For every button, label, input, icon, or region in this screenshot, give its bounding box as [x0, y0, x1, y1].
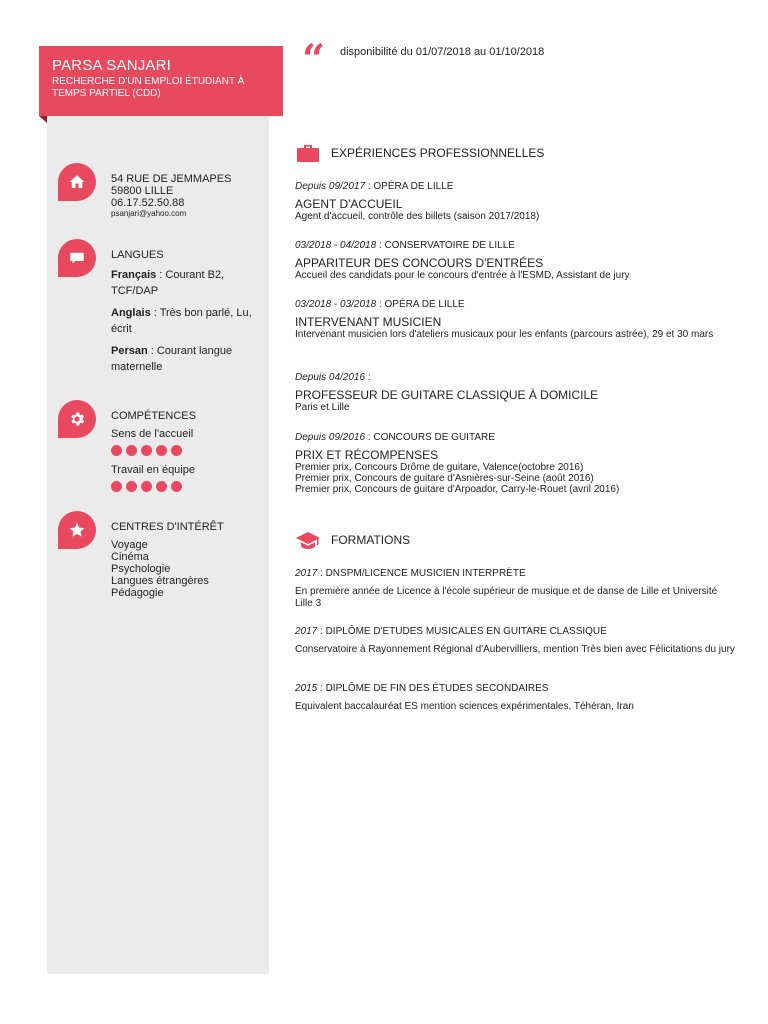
graduation-cap-icon — [295, 530, 321, 550]
entry-organization: : OPÉRA DE LILLE — [365, 181, 454, 192]
rating-dot — [141, 481, 152, 492]
entry-title: : DNSPM/LICENCE MUSICIEN INTERPRÈTE — [317, 568, 526, 579]
rating-dot — [126, 481, 137, 492]
interest-item: Voyage — [111, 539, 148, 551]
skills-heading: COMPÉTENCES — [111, 410, 196, 422]
entry-title: PRIX ET RÉCOMPENSES — [295, 448, 439, 462]
candidate-name: PARSA SANJARI — [52, 57, 172, 74]
rating-dot — [171, 481, 182, 492]
entry-description: Conservatoire à Rayonnement Régional d'Aubervilliers, mention Très bien avec Félicitations du jury — [295, 644, 735, 655]
interest-item: Psychologie — [111, 563, 171, 575]
entry-date: 03/2018 - 04/2018 — [295, 240, 377, 251]
rating-dot — [111, 445, 122, 456]
entry-description: Equivalent baccalauréat ES mention sciences expérimentales, Téhéran, Iran — [295, 701, 634, 712]
education-entry — [295, 568, 735, 610]
education-entry — [295, 626, 735, 656]
quote-mark-icon: “ — [302, 36, 326, 83]
language-level: : Courant langue maternelle — [111, 345, 233, 373]
skill-rating — [111, 445, 261, 456]
interests-heading: CENTRES D'INTÉRÊT — [111, 521, 224, 533]
experience-entry — [295, 372, 735, 413]
entry-organization: : CONCOURS DE GUITARE — [365, 432, 495, 443]
interest-item: Cinéma — [111, 551, 149, 563]
language-item — [111, 267, 261, 299]
entry-year: 2017 — [295, 626, 318, 637]
language-level: : Courant B2, TCF/DAP — [111, 269, 225, 297]
banner-fold — [39, 116, 47, 123]
home-icon — [58, 163, 96, 201]
experience-entry — [295, 181, 735, 222]
skill-rating — [111, 481, 261, 492]
entry-title: AGENT D'ACCUEIL — [295, 197, 403, 211]
address-line-2: 59800 LILLE — [111, 185, 174, 197]
language-name: Persan — [111, 345, 148, 357]
rating-dot — [141, 445, 152, 456]
gear-icon — [58, 400, 96, 438]
education-entry — [295, 683, 735, 713]
interest-item: Pédagogie — [111, 587, 164, 599]
education-section-title — [295, 530, 410, 550]
entry-description: Premier prix, Concours de guitare d'Asnières-sur-Seine (août 2016) — [295, 473, 594, 484]
rating-dot — [126, 445, 137, 456]
entry-description: Paris et Lille — [295, 402, 350, 413]
entry-title: : DIPLÔME D'ETUDES MUSICALES EN GUITARE CLASSIQUE — [317, 626, 607, 637]
experience-heading: EXPÉRIENCES PROFESSIONNELLES — [331, 146, 545, 160]
language-item — [111, 343, 261, 375]
language-name: Français — [111, 269, 157, 281]
name-banner — [39, 46, 283, 116]
experience-entry — [295, 240, 735, 281]
entry-year: 2017 — [295, 568, 318, 579]
entry-year: 2015 — [295, 683, 318, 694]
entry-title: INTERVENANT MUSICIEN — [295, 315, 442, 329]
availability-text: disponibilité du 01/07/2018 au 01/10/2018 — [340, 46, 545, 58]
entry-description: En première année de Licence à l'école supérieur de musique et de danse de Lille et Université Lille 3 — [295, 586, 718, 609]
language-item — [111, 305, 261, 337]
experience-entry — [295, 432, 735, 495]
phone-number: 06.17.52.50.88 — [111, 197, 185, 209]
entry-organization: : — [365, 372, 371, 383]
interest-item: Langues étrangères — [111, 575, 209, 587]
entry-title: APPARITEUR DES CONCOURS D'ENTRÉES — [295, 256, 544, 270]
email-address: psanjari@yahoo.com — [111, 209, 187, 218]
entry-description: Intervenant musicien lors d'ateliers musicaux pour les enfants (parcours astrée), 29 et 30 mars — [295, 329, 714, 340]
star-icon — [58, 511, 96, 549]
job-search-tagline: RECHERCHE D'UN EMPLOI ÉTUDIANT À TEMPS PARTIEL (CDD) — [52, 76, 245, 99]
entry-date: Depuis 04/2016 — [295, 372, 366, 383]
rating-dot — [171, 445, 182, 456]
language-name: Anglais — [111, 307, 151, 319]
entry-date: Depuis 09/2016 — [295, 432, 366, 443]
entry-title: : DIPLÔME DE FIN DES ÉTUDES SECONDAIRES — [317, 683, 549, 694]
rating-dot — [156, 445, 167, 456]
entry-description: Accueil des candidats pour le concours d'entrée à l'ESMD, Assistant de jury — [295, 270, 630, 281]
entry-organization: : OPÉRA DE LILLE — [376, 299, 465, 310]
address-line-1: 54 RUE DE JEMMAPES — [111, 173, 232, 185]
languages-heading: LANGUES — [111, 249, 164, 261]
entry-description: Agent d'accueil, contrôle des billets (saison 2017/2018) — [295, 211, 540, 222]
skill-label: Travail en équipe — [111, 464, 195, 476]
briefcase-icon — [295, 143, 321, 163]
entry-description: Premier prix, Concours de guitare d'Arpoador, Carry-le-Rouet (avril 2016) — [295, 484, 620, 495]
entry-description: Premier prix, Concours Drôme de guitare, Valence(octobre 2016) — [295, 462, 584, 473]
rating-dot — [111, 481, 122, 492]
entry-organization: : CONSERVATOIRE DE LILLE — [376, 240, 515, 251]
education-heading: FORMATIONS — [331, 533, 411, 547]
experience-entry — [295, 299, 735, 340]
entry-date: Depuis 09/2017 — [295, 181, 366, 192]
rating-dot — [156, 481, 167, 492]
experience-section-title — [295, 143, 544, 163]
entry-title: PROFESSEUR DE GUITARE CLASSIQUE À DOMICILE — [295, 388, 599, 402]
language-level: : Très bon parlé, Lu, écrit — [111, 307, 252, 335]
skill-label: Sens de l'accueil — [111, 428, 194, 440]
entry-date: 03/2018 - 03/2018 — [295, 299, 377, 310]
speech-bubble-icon — [58, 239, 96, 277]
